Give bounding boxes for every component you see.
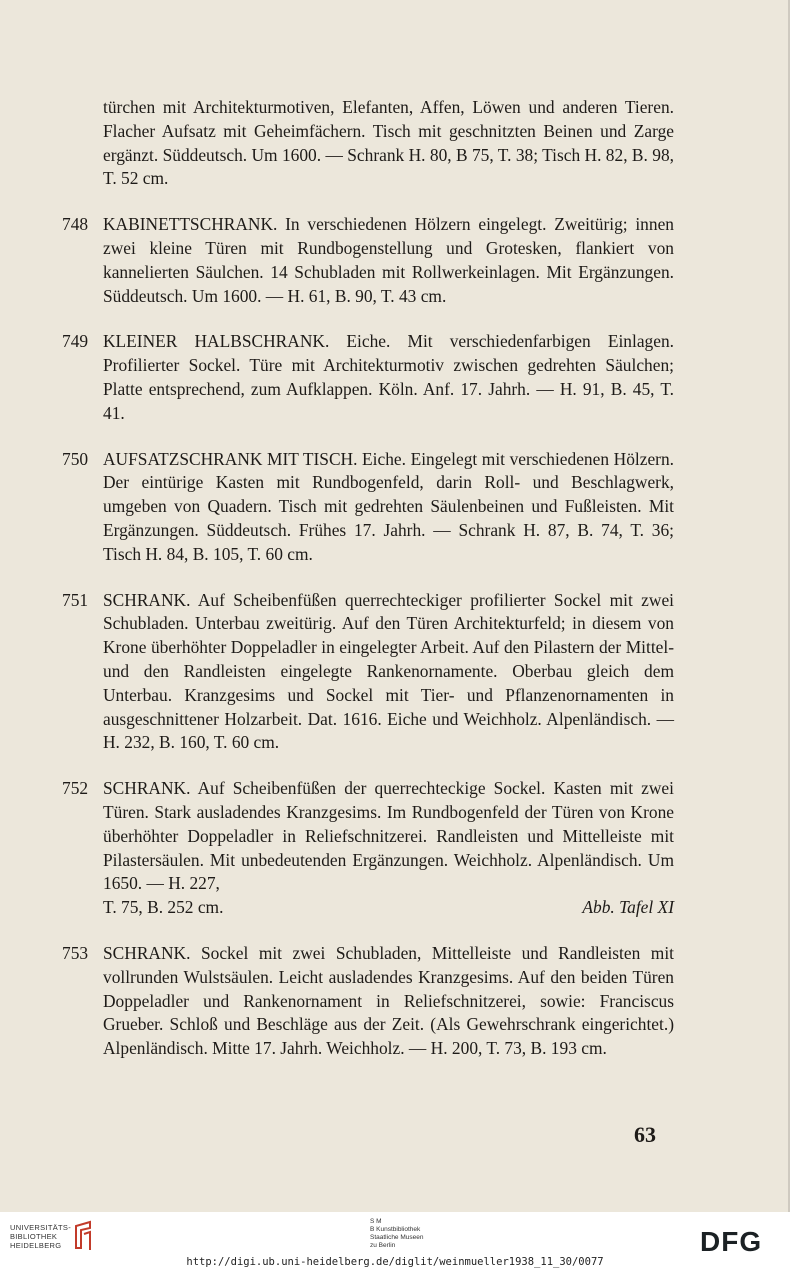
entry-number: 750: [62, 448, 89, 469]
university-line-3: HEIDELBERG: [10, 1241, 62, 1250]
catalog-entry-751: [62, 589, 674, 756]
entry-text: KLEINER HALBSCHRANK. Eiche. Mit verschiedenfarbigen Einlagen. Profilierter Sockel. Türe mit Architekturmotiv zwischen gedrehten Säulchen; Platte entsprechend, zum Aufklappen. Köln. Anf. 17. Jahrh. — H. 91, B. 45, T. 41.: [103, 331, 674, 423]
university-line-2: BIBLIOTHEK: [10, 1232, 58, 1241]
stamp-line-1: S M: [370, 1218, 382, 1225]
continuation-paragraph: [62, 96, 674, 191]
university-library-label: [10, 1223, 71, 1250]
plate-reference: Abb. Tafel XI: [582, 897, 674, 918]
entry-tail-text: T. 75, B. 252 cm.: [103, 897, 224, 918]
stamp-line-2: B Kunstbibliothek: [370, 1226, 421, 1233]
catalog-entry-748: [62, 213, 674, 308]
university-logo-icon: [72, 1220, 94, 1252]
catalog-entry-749: [62, 330, 674, 425]
stamp-line-4: zu Berlin: [370, 1242, 396, 1249]
entry-text: AUFSATZSCHRANK MIT TISCH. Eiche. Eingelegt mit verschiedenen Hölzern. Der eintürige Kasten mit Rundbogenfeld, darin Roll- und Beschlagwerk, umgeben von Quadern. Tisch mit gedrehten Säulenbeinen und Fußleisten. Mit Ergänzungen. Süddeutsch. Frühes 17. Jahrh. — Schrank H. 87, B. 74, T. 36; Tisch H. 84, B. 105, T. 60 cm.: [103, 448, 674, 564]
entry-text: SCHRANK. Auf Scheibenfüßen der querrechteckige Sockel. Kasten mit zwei Türen. Stark ausladendes Kranzgesims. Im Rundbogenfeld der Türen von Krone überhöhter Doppeladler in Reliefschnitzerei. Randleisten und Mittelleiste mit Pilastersäulen. Mit unbedeutenden Ergänzungen. Weichholz. Alpenländisch. Um 1650. — H. 227,: [103, 778, 674, 894]
catalog-text: [62, 96, 674, 1083]
catalog-entry-752: [62, 777, 674, 920]
stamp-line-3: Staatliche Museen: [370, 1234, 424, 1241]
catalog-entry-753: [62, 942, 674, 1061]
entry-number: 752: [62, 778, 89, 799]
entry-tail-row: [103, 896, 674, 920]
university-line-1: UNIVERSITÄTS-: [10, 1223, 71, 1232]
entry-number: 748: [62, 214, 89, 235]
page-number: 63: [634, 1122, 656, 1147]
continuation-text: türchen mit Architekturmotiven, Elefanten, Affen, Löwen und anderen Tieren. Flacher Aufsatz mit Geheimfächern. Tisch mit geschnitzten Beinen und Zarge ergänzt. Süddeutsch. Um 1600. — Schrank H. 80, B 75, T. 38; Tisch H. 82, B. 98, T. 52 cm.: [103, 97, 674, 189]
entry-number: 751: [62, 589, 89, 610]
source-url[interactable]: http://digi.ub.uni-heidelberg.de/diglit/weinmueller1938_11_30/0077: [186, 1256, 604, 1268]
catalog-entry-750: [62, 448, 674, 567]
library-stamp-note: [370, 1218, 423, 1250]
entry-number: 749: [62, 331, 89, 352]
entry-number: 753: [62, 942, 89, 963]
dfg-logo: DFG: [700, 1226, 763, 1257]
entry-text: SCHRANK. Auf Scheibenfüßen querrechteckiger profilierter Sockel mit zwei Schubladen. Unterbau zweitürig. Auf den Türen Architekturfeld; in diesem von Krone überhöhter Doppeladler in eingelegter Arbeit. Auf den Pilastern der Mittel- und den Randleisten eingelegte Rankenornamente. Oberbau gleich dem Unterbau. Kranzgesims und Sockel mit Tier- und Pflanzenornamenten in ausgeschnittener Holzarbeit. Dat. 1616. Eiche und Weichholz. Alpenländisch. — H. 232, B. 160, T. 60 cm.: [103, 589, 674, 753]
entry-text: SCHRANK. Sockel mit zwei Schubladen, Mittelleiste und Randleisten mit vollrunden Wulstsäulen. Leicht ausladendes Kranzgesims. Auf den beiden Türen Doppeladler und Rankenornament in Reliefschnitzerei, sowie: Franciscus Grueber. Schloß und Beschläge aus der Zeit. (Als Gewehrschrank eingerichtet.) Alpenländisch. Mitte 17. Jahrh. Weichholz. — H. 200, T. 73, B. 193 cm.: [103, 942, 674, 1059]
entry-text: KABINETTSCHRANK. In verschiedenen Hölzern eingelegt. Zweitürig; innen zwei kleine Türen mit Rundbogenstellung und Grotesken, flankiert von kannelierten Säulchen. 14 Schubladen mit Rollwerkeinlagen. Mit Ergänzungen. Süddeutsch. Um 1600. — H. 61, B. 90, T. 43 cm.: [103, 214, 674, 306]
